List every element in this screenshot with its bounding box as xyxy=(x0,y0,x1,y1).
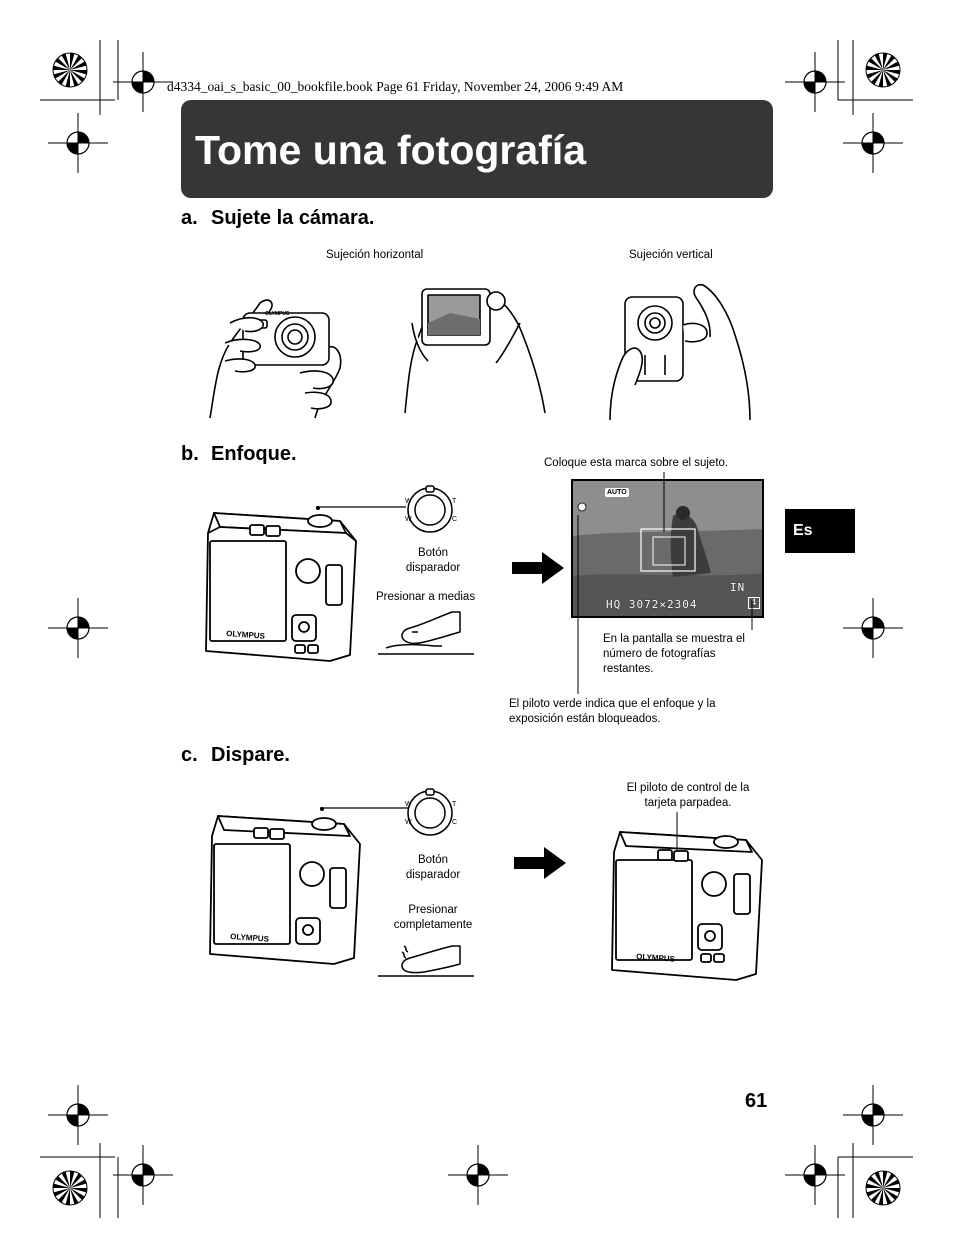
press-half-label: Presionar a medias xyxy=(376,591,476,603)
lcd-storage-indicator: IN xyxy=(730,581,746,594)
shutter-button-closeup-c xyxy=(402,787,462,847)
shutter-button-label-line2: disparador xyxy=(405,562,461,574)
card-lamp-caption xyxy=(608,781,768,811)
page-number: 61 xyxy=(745,1090,768,1112)
shutter-button-label-c xyxy=(393,853,473,883)
shutter-button-label-line1: Botón xyxy=(417,547,449,559)
language-tab: Es xyxy=(785,509,855,553)
press-full-label-line2: completamente xyxy=(393,919,473,931)
remaining-shots-caption-line3: restantes. xyxy=(603,663,654,675)
green-lamp-caption-line2: exposición están bloqueados. xyxy=(509,713,661,725)
camera-back-illustration-c xyxy=(204,808,364,968)
caption-vertical-grip: Sujeción vertical xyxy=(629,249,713,261)
card-lamp-caption-line1: El piloto de control de la xyxy=(626,782,750,794)
section-c-letter: c. xyxy=(181,744,198,766)
section-a-letter: a. xyxy=(181,207,198,229)
camera-brand-label: OLYMPUS xyxy=(635,952,676,964)
section-c-heading xyxy=(181,744,290,767)
lcd-remaining-shots: 4 xyxy=(748,597,760,609)
file-header: d4334_oai_s_basic_00_bookfile.book Page 61 Friday, November 24, 2006 9:49 AM xyxy=(167,79,624,94)
shutter-button-label-c-line2: disparador xyxy=(405,869,461,881)
green-lamp-caption xyxy=(509,697,716,727)
svg-text:W: W xyxy=(405,801,412,808)
camera-back-illustration-result xyxy=(606,824,766,984)
svg-text:T: T xyxy=(452,801,457,808)
remaining-shots-caption-line1: En la pantalla se muestra el xyxy=(603,633,745,645)
lcd-resolution: HQ 3072×2304 xyxy=(606,598,698,611)
remaining-shots-caption-line2: número de fotografías xyxy=(603,648,716,660)
card-lamp-caption-line2: tarjeta parpadea. xyxy=(644,797,732,809)
remaining-shots-caption xyxy=(603,632,745,677)
press-full-label xyxy=(378,903,488,933)
page-title: Tome una fotografía xyxy=(195,127,587,173)
camera-brand-label: OLYMPUS xyxy=(229,932,270,944)
svg-text:W: W xyxy=(405,498,412,505)
finger-full-press-illustration xyxy=(376,942,476,982)
shutter-button-label-c-line1: Botón xyxy=(417,854,449,866)
svg-text:C: C xyxy=(452,819,458,826)
section-b-letter: b. xyxy=(181,443,199,465)
lcd-mode-indicator: AUTO xyxy=(607,489,627,496)
section-c-title: Dispare. xyxy=(211,744,290,766)
section-a-title: Sujete la cámara. xyxy=(211,207,375,229)
camera-brand-label: OLYMPUS xyxy=(225,629,266,641)
press-full-label-line1: Presionar xyxy=(408,904,458,916)
camera-brand-label: OLYMPUS xyxy=(265,311,290,317)
svg-text:T: T xyxy=(452,498,457,505)
section-b-title: Enfoque. xyxy=(211,443,297,465)
right-arrow-c xyxy=(514,846,566,880)
mark-caption: Coloque esta marca sobre el sujeto. xyxy=(544,457,729,469)
caption-horizontal-grip: Sujeción horizontal xyxy=(326,249,424,261)
card-lamp-callout-line xyxy=(676,812,686,852)
svg-text:C: C xyxy=(452,516,458,523)
svg-text:W: W xyxy=(405,516,412,523)
svg-text:W: W xyxy=(405,819,412,826)
green-lamp-caption-line1: El piloto verde indica que el enfoque y la xyxy=(509,698,716,710)
